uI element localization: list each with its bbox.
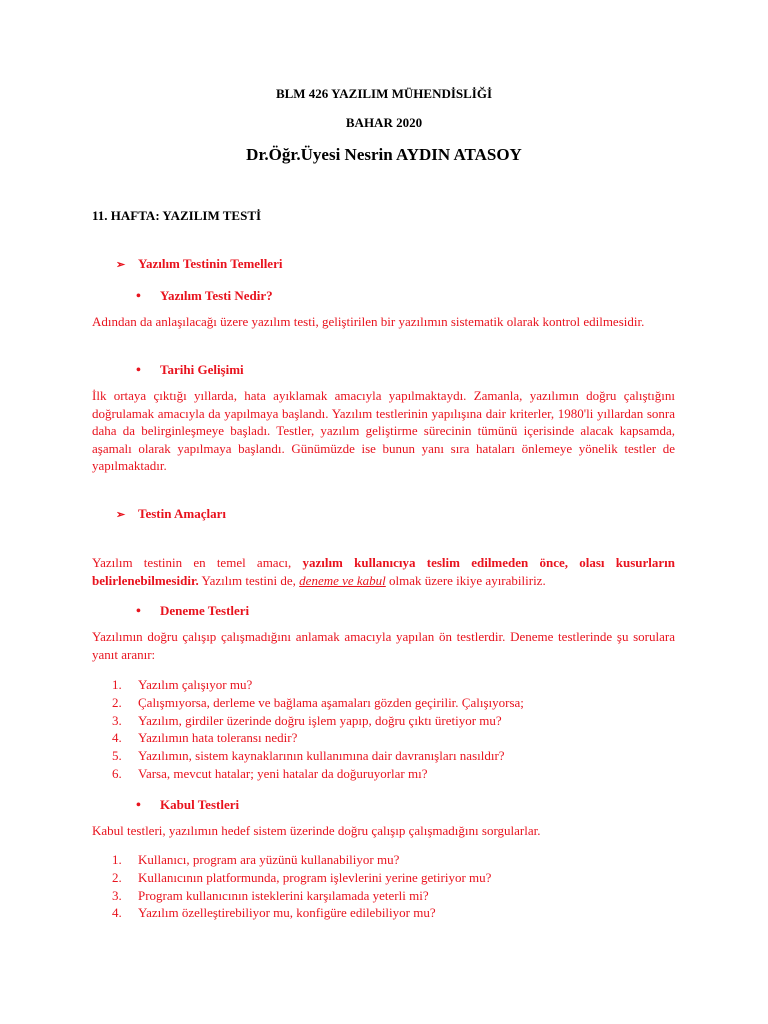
paragraph-what-is: Adından da anlaşılacağı üzere yazılım testi, geliştirilen bir yazılımın sistematik olarak kontrol edilmesidir. — [92, 314, 645, 329]
paragraph-trial-tests: Yazılımın doğru çalışıp çalışmadığını anlamak amacıyla yapılan ön testlerdir. Deneme testlerinde şu sorulara yanıt aranır: — [92, 629, 675, 662]
subheading-what-is: • Yazılım Testi Nedir? — [136, 288, 273, 304]
list-item-number: 3. — [112, 887, 122, 903]
list-item-number: 1. — [112, 852, 122, 867]
trial-questions-list — [112, 676, 524, 783]
list-item-number: 2. — [112, 869, 122, 885]
list-item-text: Çalışmıyorsa, derleme ve bağlama aşamaları gözden geçirilir. Çalışıyorsa; — [138, 694, 524, 710]
list-item-number: 4. — [112, 730, 122, 746]
bullet-icon: • — [136, 289, 141, 304]
subheading-history: • Tarihi Gelişimi — [136, 362, 244, 378]
list-item-text: Yazılım çalışıyor mu? — [138, 677, 253, 692]
week-title: 11. HAFTA: YAZILIM TESTİ — [92, 208, 262, 223]
list-item — [112, 869, 491, 887]
list-item-text: Kullanıcının platformunda, program işlevlerini yerine getiriyor mu? — [138, 869, 492, 885]
list-item-number: 4. — [112, 905, 122, 921]
list-item-text: Yazılım özelleştirebiliyor mu, konfigüre edilebiliyor mu? — [138, 905, 436, 921]
list-item-number: 6. — [112, 765, 122, 781]
list-item — [112, 851, 491, 869]
list-item-text: Yazılımın hata toleransı nedir? — [138, 730, 298, 746]
subheading-acceptance-tests: • Kabul Testleri — [136, 797, 240, 813]
list-item-number: 1. — [112, 677, 122, 692]
list-item — [112, 747, 524, 765]
bullet-icon: • — [136, 604, 141, 619]
list-item-number: 3. — [112, 712, 122, 728]
list-item — [112, 694, 524, 712]
list-item — [112, 887, 491, 905]
list-item-text: Varsa, mevcut hatalar; yeni hatalar da doğuruyorlar mı? — [138, 765, 428, 781]
list-item-number: 5. — [112, 748, 122, 764]
bullet-icon: • — [136, 798, 141, 813]
list-item-text: Yazılımın, sistem kaynaklarının kullanımına dair davranışları nasıldır? — [138, 748, 505, 764]
list-item-number: 2. — [112, 694, 122, 710]
list-item — [112, 676, 524, 694]
emphasis-text: yazılım kullanıcıya teslim edilmeden önce, olası kusurların belirlenebilmesidir. — [92, 555, 676, 588]
list-item — [112, 712, 524, 730]
subheading-trial-tests: • Deneme Testleri — [136, 603, 250, 619]
paragraph-acceptance-tests: Kabul testleri, yazılımın hedef sistem üzerinde doğru çalışıp çalışmadığını sorgularlar. — [92, 823, 541, 838]
list-item — [112, 729, 524, 747]
section-heading-foundations: ➢ Yazılım Testinin Temelleri — [116, 256, 283, 271]
list-item-text: Kullanıcı, program ara yüzünü kullanabiliyor mu? — [138, 852, 400, 867]
acceptance-questions-list — [112, 851, 491, 922]
course-title: BLM 426 YAZILIM MÜHENDİSLİĞİ — [275, 86, 493, 101]
arrow-bullet-icon: ➢ — [116, 509, 126, 521]
arrow-bullet-icon: ➢ — [116, 259, 126, 271]
underlined-text: deneme ve kabul — [299, 572, 386, 588]
list-item-text: Program kullanıcının isteklerini karşılamada yeterli mi? — [138, 887, 429, 903]
bullet-icon: • — [136, 363, 141, 378]
paragraph-history: İlk ortaya çıktığı yıllarda, hata ayıklamak amacıyla yapılmaktaydı. Zamanla, yazılımın doğru çalıştığını doğrulamak amacıyla da yapılmaya başlandı. Yazılım testlerinin yapılışına dair kriterler, 1980'li yıllardan sonra daha da belirginleşmeye başladı. Testler, yazılım geliştirme sürecinin tümünü içerisinde alacak kapsamda, aşamalı olarak yapılmaya başlandı. Günümüzde ise bunun yanı sıra hataları önlemeye yönelik testler de yapılmaktadır. — [92, 388, 675, 474]
instructor-name: Dr.Öğr.Üyesi Nesrin AYDIN ATASOY — [246, 145, 522, 164]
list-item — [112, 904, 491, 922]
list-item-text: Yazılım, girdiler üzerinde doğru işlem yapıp, doğru çıktı üretiyor mu? — [138, 712, 502, 728]
paragraph-goals-intro: Yazılım testinin en temel amacı, yazılım kullanıcıya teslim edilmeden önce, olası kusurların belirlenebilmesidir. Yazılım testini de, deneme ve kabul olmak üzere ikiye ayırabiliriz. — [92, 555, 676, 588]
list-item — [112, 765, 524, 783]
section-heading-goals: ➢ Testin Amaçları — [116, 506, 226, 521]
term-label: BAHAR 2020 — [345, 115, 423, 130]
